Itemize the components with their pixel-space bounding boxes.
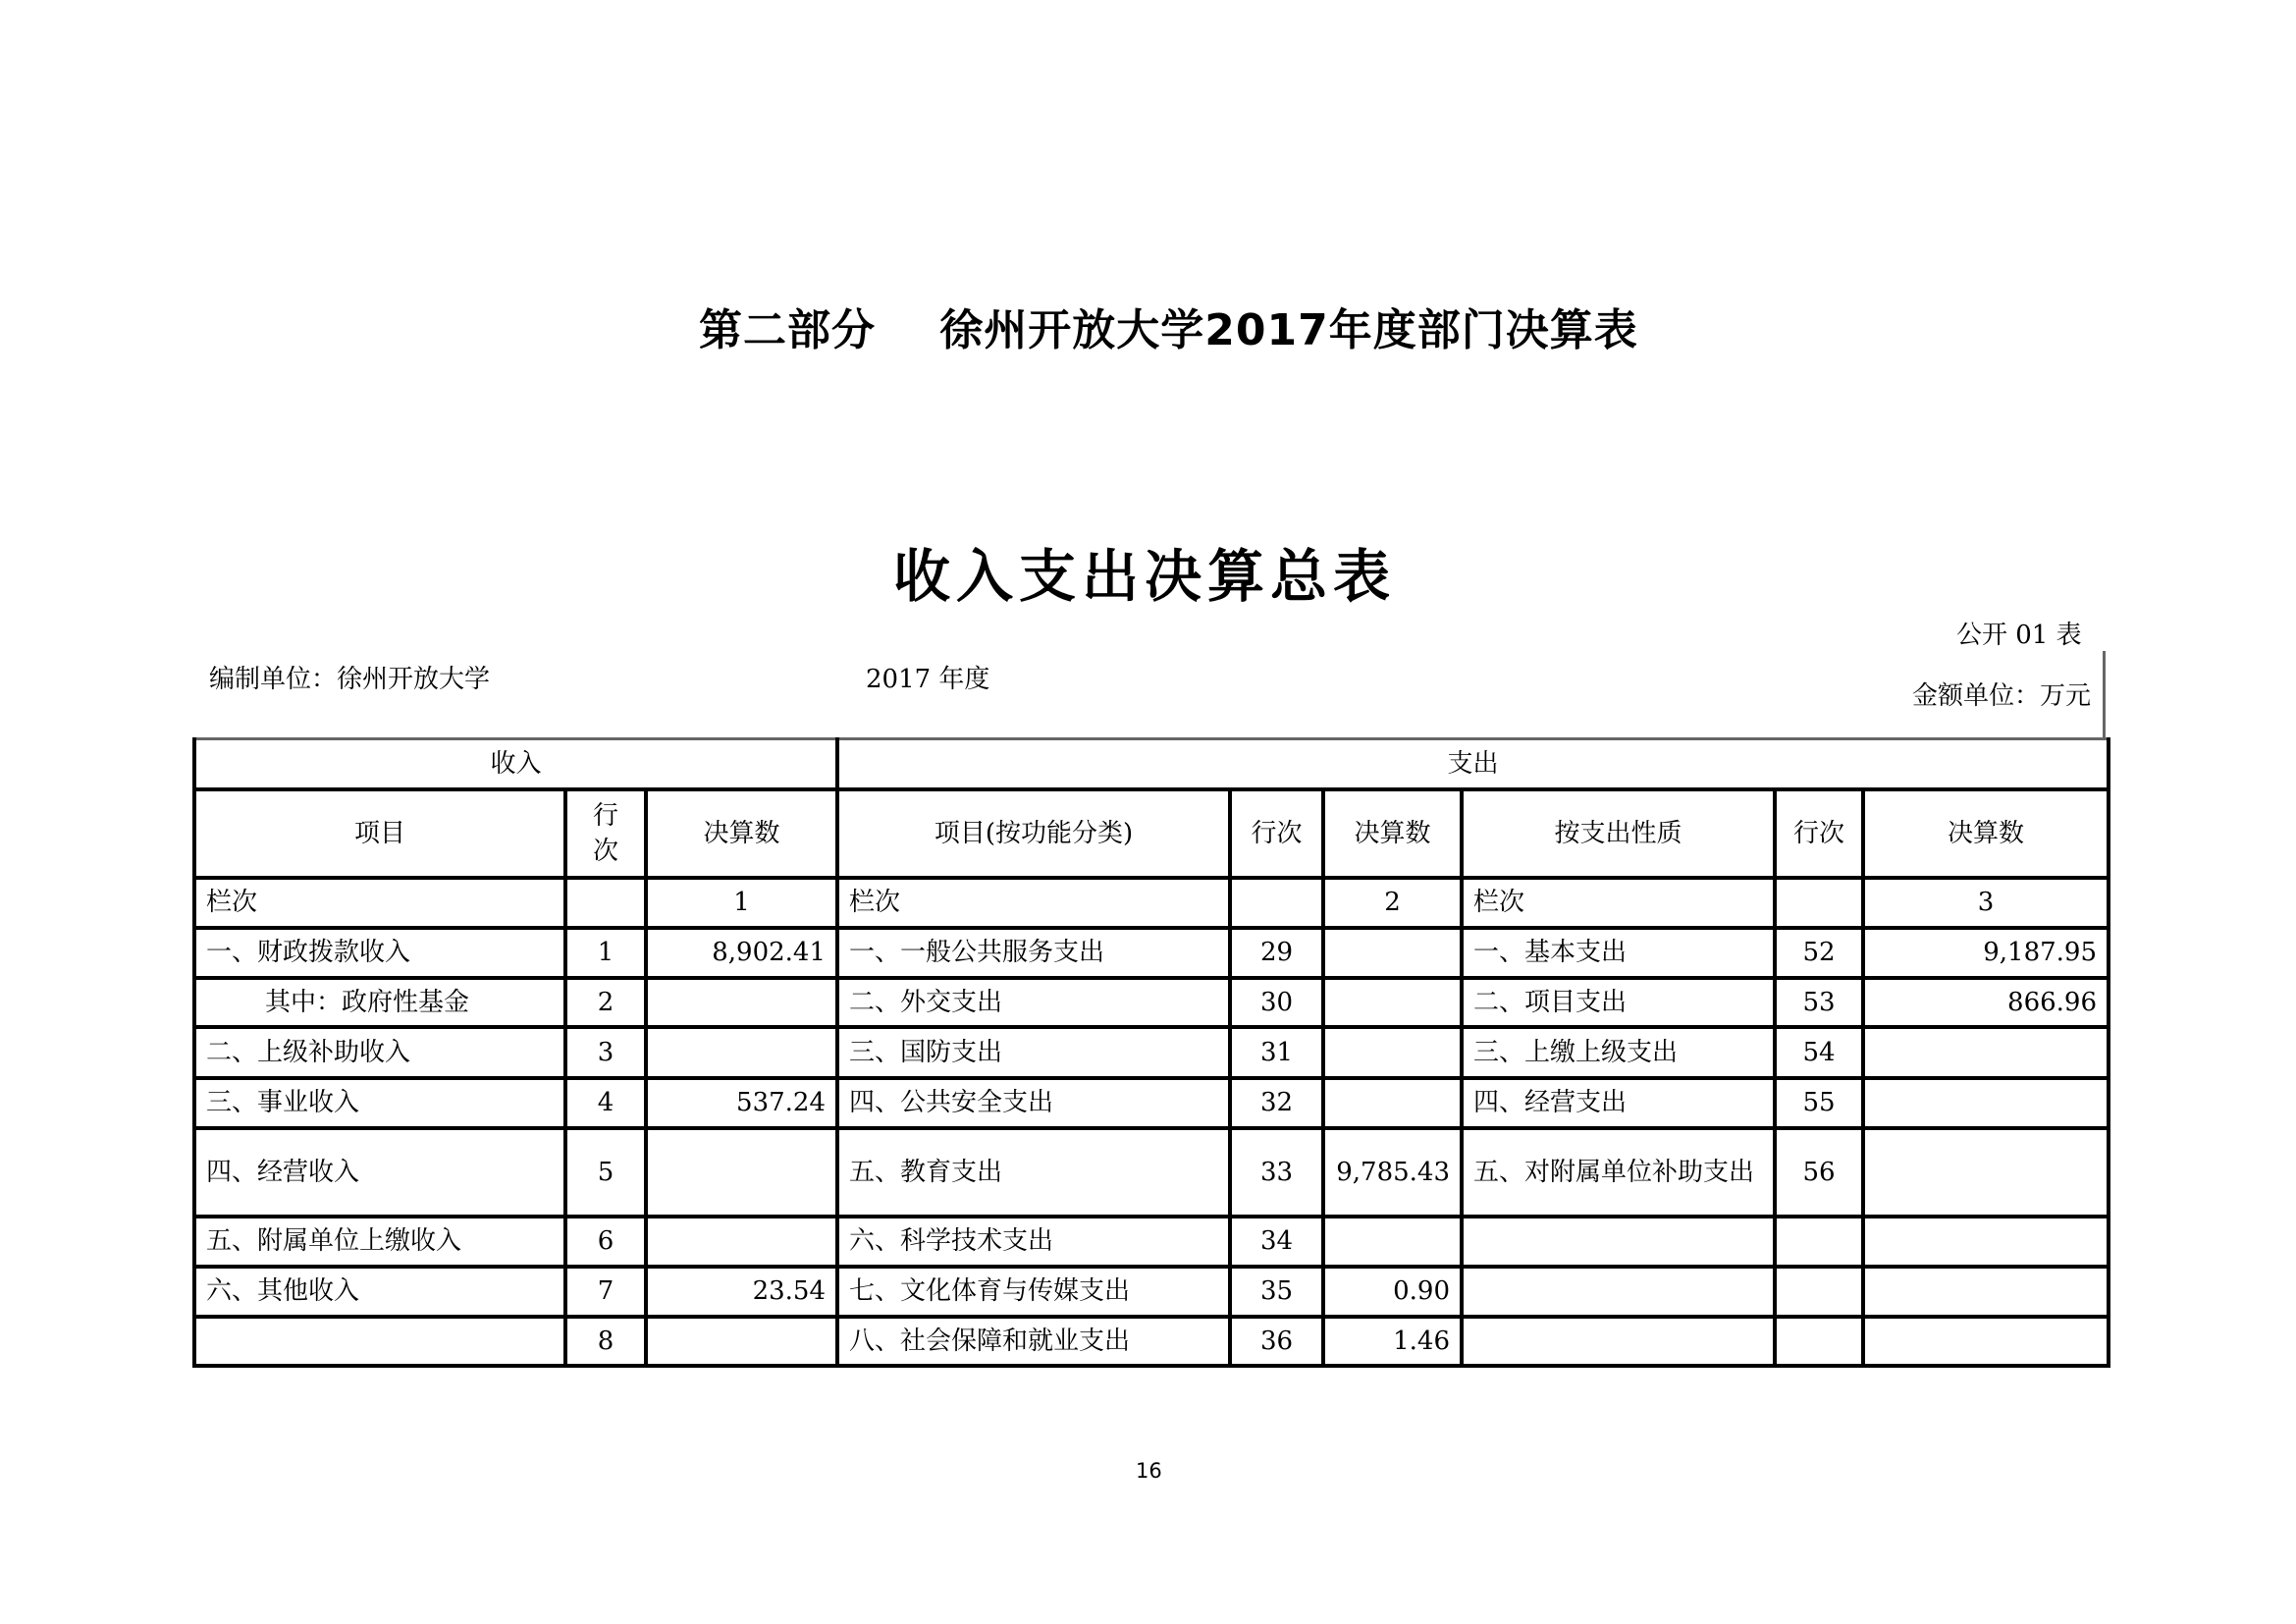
index-label-func: 栏次 [837,878,1230,928]
income-amount [646,1027,837,1078]
func-amount [1323,1078,1462,1128]
index-label-econ: 栏次 [1462,878,1775,928]
income-expense-summary-table [192,737,2110,1368]
econ-amount [1863,1267,2109,1317]
header-func-amount: 决算数 [1323,789,1462,878]
func-item: 六、科学技术支出 [837,1217,1230,1267]
func-row-no: 30 [1230,978,1323,1027]
index-empty [565,878,646,928]
index-col-3: 3 [1863,878,2109,928]
income-row-no: 3 [565,1027,646,1078]
part-title: 第二部分 徐州开放大学2017年度部门决算表 [699,305,1638,355]
func-item: 八、社会保障和就业支出 [837,1317,1230,1366]
income-item: 二、上级补助收入 [194,1027,565,1078]
func-row-no: 32 [1230,1078,1323,1128]
header-income-amount: 决算数 [646,789,837,878]
func-amount [1323,1217,1462,1267]
income-amount [646,1317,837,1366]
econ-amount [1863,1078,2109,1128]
table-row [194,1317,2109,1366]
func-row-no: 35 [1230,1267,1323,1317]
func-row-no: 29 [1230,928,1323,978]
func-amount [1323,978,1462,1027]
income-amount: 23.54 [646,1267,837,1317]
income-amount [646,1128,837,1217]
table-row [194,978,2109,1027]
econ-row-no [1775,1217,1863,1267]
page-number: 16 [1136,1459,1162,1483]
econ-amount [1863,1217,2109,1267]
econ-row-no [1775,1267,1863,1317]
econ-item: 一、基本支出 [1462,928,1775,978]
prepared-by: 编制单位：徐州开放大学 [209,665,491,694]
header-func-item: 项目(按功能分类) [837,789,1230,878]
func-item: 三、国防支出 [837,1027,1230,1078]
income-item: 其中：政府性基金 [194,978,565,1027]
econ-row-no: 55 [1775,1078,1863,1128]
econ-row-no: 53 [1775,978,1863,1027]
func-amount [1323,1027,1462,1078]
econ-item [1462,1317,1775,1366]
table-row [194,1078,2109,1128]
index-label-income: 栏次 [194,878,565,928]
econ-amount [1863,1128,2109,1217]
econ-amount: 866.96 [1863,978,2109,1027]
func-amount: 9,785.43 [1323,1128,1462,1217]
income-item [194,1317,565,1366]
column-header-row [194,789,2109,878]
income-row-no: 1 [565,928,646,978]
income-item: 四、经营收入 [194,1128,565,1217]
table-title: 收入支出决算总表 [893,543,1397,610]
econ-row-no: 56 [1775,1128,1863,1217]
func-row-no: 36 [1230,1317,1323,1366]
income-group-header: 收入 [194,739,837,789]
econ-row-no [1775,1317,1863,1366]
index-col-2: 2 [1323,878,1462,928]
func-amount: 0.90 [1323,1267,1462,1317]
header-income-item: 项目 [194,789,565,878]
func-amount [1323,928,1462,978]
econ-amount: 9,187.95 [1863,928,2109,978]
divider [2103,651,2106,738]
header-econ-amount: 决算数 [1863,789,2109,878]
header-func-row-no: 行次 [1230,789,1323,878]
expense-group-header: 支出 [837,739,2109,789]
income-row-no: 4 [565,1078,646,1128]
table-row [194,928,2109,978]
table-row [194,1128,2109,1217]
income-row-no: 5 [565,1128,646,1217]
table-row [194,1267,2109,1317]
index-empty [1230,878,1323,928]
income-item: 三、事业收入 [194,1078,565,1128]
econ-item: 五、对附属单位补助支出 [1462,1128,1775,1217]
income-item: 五、附属单位上缴收入 [194,1217,565,1267]
func-item: 七、文化体育与传媒支出 [837,1267,1230,1317]
form-code: 公开 01 表 [1956,621,2082,650]
econ-amount [1863,1317,2109,1366]
header-econ-item: 按支出性质 [1462,789,1775,878]
func-item: 四、公共安全支出 [837,1078,1230,1128]
income-item: 一、财政拨款收入 [194,928,565,978]
income-amount: 537.24 [646,1078,837,1128]
func-row-no: 34 [1230,1217,1323,1267]
header-econ-row-no: 行次 [1775,789,1863,878]
income-amount [646,1217,837,1267]
table-row [194,1027,2109,1078]
income-amount: 8,902.41 [646,928,837,978]
func-amount: 1.46 [1323,1317,1462,1366]
func-item: 五、教育支出 [837,1128,1230,1217]
econ-amount [1863,1027,2109,1078]
income-row-no: 6 [565,1217,646,1267]
econ-row-no: 54 [1775,1027,1863,1078]
fiscal-year: 2017 年度 [866,665,990,694]
func-item: 一、一般公共服务支出 [837,928,1230,978]
func-row-no: 33 [1230,1128,1323,1217]
econ-item: 四、经营支出 [1462,1078,1775,1128]
amount-unit: 金额单位：万元 [1911,681,2091,711]
econ-item: 三、上缴上级支出 [1462,1027,1775,1078]
header-income-row-no: 行次 [565,789,646,878]
income-item: 六、其他收入 [194,1267,565,1317]
table-row [194,1217,2109,1267]
income-amount [646,978,837,1027]
econ-item [1462,1217,1775,1267]
column-index-row [194,878,2109,928]
econ-row-no: 52 [1775,928,1863,978]
func-item: 二、外交支出 [837,978,1230,1027]
group-header-row [194,739,2109,789]
index-col-1: 1 [646,878,837,928]
econ-item: 二、项目支出 [1462,978,1775,1027]
index-empty [1775,878,1863,928]
func-row-no: 31 [1230,1027,1323,1078]
income-row-no: 2 [565,978,646,1027]
econ-item [1462,1267,1775,1317]
income-row-no: 8 [565,1317,646,1366]
income-row-no: 7 [565,1267,646,1317]
